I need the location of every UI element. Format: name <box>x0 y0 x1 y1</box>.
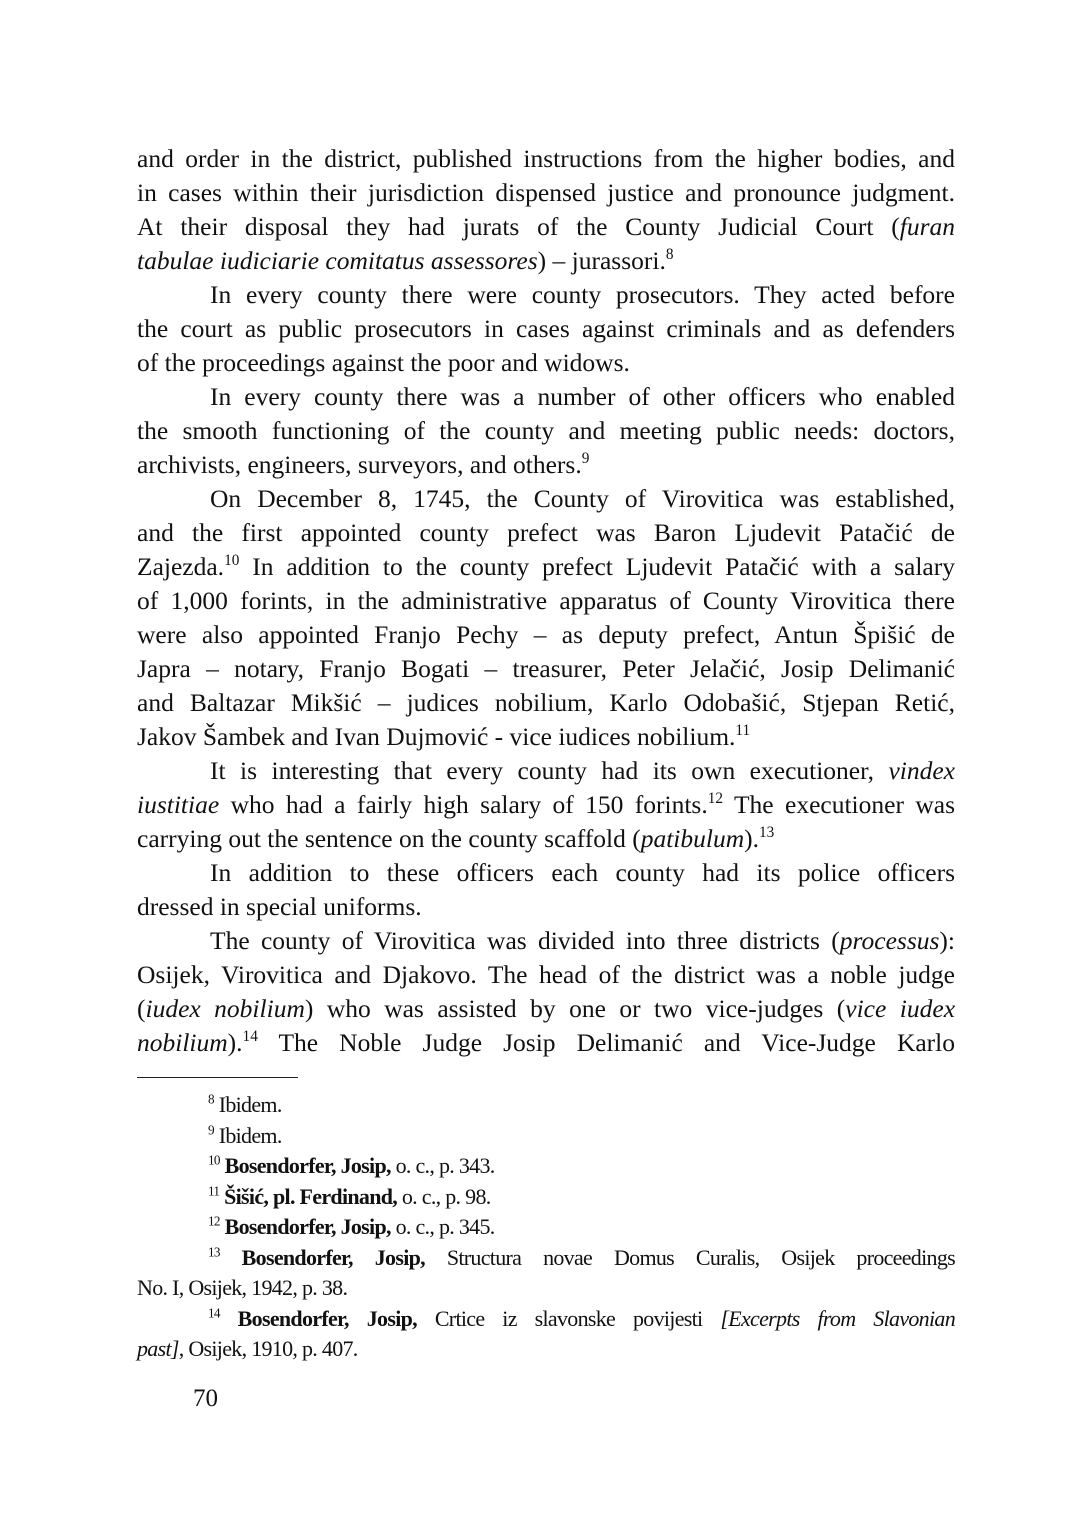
text: No. I, Osijek, 1942, p. 38. <box>137 1275 348 1300</box>
text-line <box>137 516 955 550</box>
text-line <box>137 856 955 890</box>
text-line <box>137 380 955 414</box>
footnote-line <box>137 1304 955 1335</box>
text-line <box>137 244 955 278</box>
footnote-ref: 12 <box>208 1213 220 1229</box>
text-line <box>137 992 955 1026</box>
text: o. c., p. 343. <box>390 1153 495 1178</box>
text: In every county there were county prosecutors. They acted before <box>210 280 955 309</box>
page-number: 70 <box>193 1385 218 1412</box>
text-line <box>137 176 955 210</box>
text: o. c., p. 345. <box>390 1214 495 1239</box>
text: ). <box>744 824 759 853</box>
text: ) – jurassori. <box>537 246 666 275</box>
author-name: Bosendorfer, Josip, <box>219 1305 417 1331</box>
text: Japra – notary, Franjo Bogati – treasurer, Peter Jelačić, Josip Delimanić <box>137 654 955 683</box>
footnote-ref: 9 <box>581 450 590 468</box>
footnote-line <box>137 1090 955 1121</box>
italic-text: furan <box>899 212 955 241</box>
text-line <box>137 278 955 312</box>
text: ). <box>227 1028 243 1057</box>
author-name: Bosendorfer, Josip, <box>219 1214 391 1239</box>
author-name: Bosendorfer, Josip, <box>219 1244 425 1270</box>
footnote-ref: 10 <box>224 552 240 570</box>
text-line <box>137 584 955 618</box>
text-line <box>137 312 955 346</box>
text: Ibidem. <box>213 1092 282 1117</box>
text-line <box>137 448 955 482</box>
text: At their disposal they had jurats of the County Judicial Court ( <box>137 212 900 241</box>
text: ( <box>137 994 146 1023</box>
footnote-ref: 9 <box>208 1121 214 1137</box>
text-line <box>137 210 955 244</box>
text-line <box>137 1026 955 1060</box>
text: the court as public prosecutors in cases against criminals and as defenders <box>137 314 955 343</box>
text-line <box>137 142 955 176</box>
text: and the first appointed county prefect was Baron Ljudevit Patačić de <box>137 518 955 547</box>
text: carrying out the sentence on the county scaffold ( <box>137 824 641 853</box>
text-line <box>137 618 955 652</box>
text: Osijek, Virovitica and Djakovo. The head of the district was a noble judge <box>137 960 955 989</box>
italic-text: vice iudex <box>845 994 956 1023</box>
footnote-line <box>137 1121 955 1152</box>
italic-text: past] <box>137 1336 179 1361</box>
text: On December 8, 1745, the County of Virovitica was established, <box>210 484 955 513</box>
text: Ibidem. <box>213 1122 282 1148</box>
footnote-ref: 8 <box>208 1091 214 1107</box>
text: dressed in special uniforms. <box>137 892 422 921</box>
text: The county of Virovitica was divided into three districts ( <box>210 926 840 955</box>
text: It is interesting that every county had its own executioner, <box>210 756 889 785</box>
author-name: Šišić, pl. Ferdinand, <box>219 1183 398 1209</box>
body-text <box>137 142 955 1060</box>
footnote-line <box>137 1151 955 1182</box>
text: of 1,000 forints, in the administrative apparatus of County Virovitica there <box>137 586 955 615</box>
text: ): <box>939 926 955 955</box>
footnote-ref: 11 <box>208 1182 220 1198</box>
footnote-line <box>137 1182 955 1213</box>
text: The Noble Judge Josip Delimanić and Vice-Judge Karlo <box>257 1028 955 1057</box>
italic-text: nobilium <box>137 1028 228 1057</box>
footnote-ref: 12 <box>707 790 724 808</box>
footnote-ref: 13 <box>758 824 775 842</box>
text-line <box>137 414 955 448</box>
text-line <box>137 754 955 788</box>
text-line <box>137 652 955 686</box>
italic-text: [Excerpts from Slavonian <box>720 1305 955 1331</box>
text: Jakov Šambek and Ivan Dujmović - vice iudices nobilium. <box>137 722 736 751</box>
text: , Osijek, 1910, p. 407. <box>178 1336 358 1361</box>
footnote-ref: 14 <box>208 1304 220 1320</box>
footnote-ref: 10 <box>208 1152 220 1168</box>
text: In every county there was a number of other officers who enabled <box>210 382 955 411</box>
text: archivists, engineers, surveyors, and others. <box>137 450 582 479</box>
italic-text: patibulum <box>640 824 745 853</box>
text-line <box>137 958 955 992</box>
footnotes <box>137 1090 955 1365</box>
text: in cases within their jurisdiction dispensed justice and pronounce judgment. <box>137 178 955 207</box>
text: o. c., p. 98. <box>397 1183 491 1209</box>
italic-text: processus <box>839 926 940 955</box>
footnote-line <box>137 1212 955 1243</box>
text: and Baltazar Mikšić – judices nobilium, Karlo Odobašić, Stjepan Retić, <box>137 688 955 717</box>
text: Crtice iz slavonske povijesti <box>416 1305 721 1331</box>
italic-text: tabulae iudiciarie comitatus assessores <box>137 246 538 275</box>
text-line <box>137 686 955 720</box>
text: were also appointed Franjo Pechy – as deputy prefect, Antun Špišić de <box>137 620 955 649</box>
footnote-line <box>137 1273 955 1304</box>
text-line <box>137 720 955 754</box>
text: In addition to the county prefect Ljudevit Patačić with a salary <box>239 552 955 581</box>
footnote-line <box>137 1334 955 1365</box>
footnote-separator <box>137 1077 298 1078</box>
text: Structura novae Domus Curalis, Osijek proceedings <box>424 1244 955 1270</box>
text-line <box>137 822 955 856</box>
italic-text: iudex nobilium <box>145 994 305 1023</box>
text: of the proceedings against the poor and widows. <box>137 348 630 377</box>
text-line <box>137 346 955 380</box>
text-line <box>137 482 955 516</box>
text: The executioner was <box>723 790 955 819</box>
text: the smooth functioning of the county and meeting public needs: doctors, <box>137 416 955 445</box>
author-name: Bosendorfer, Josip, <box>219 1153 391 1178</box>
text: ) who was assisted by one or two vice-judges ( <box>304 994 846 1023</box>
text: In addition to these officers each county had its police officers <box>210 858 955 887</box>
footnote-ref: 14 <box>242 1028 258 1046</box>
footnote-ref: 8 <box>665 246 674 264</box>
text-line <box>137 550 955 584</box>
italic-text: iustitiae <box>137 790 220 819</box>
text: and order in the district, published instructions from the higher bodies, and <box>137 144 955 173</box>
text: Zajezda. <box>137 552 225 581</box>
footnote-ref: 11 <box>735 722 751 740</box>
text-line <box>137 890 955 924</box>
footnote-ref: 13 <box>208 1243 220 1259</box>
italic-text: vindex <box>888 756 955 785</box>
text-line <box>137 788 955 822</box>
text-line <box>137 924 955 958</box>
text: who had a fairly high salary of 150 forints. <box>219 790 708 819</box>
footnote-line <box>137 1243 955 1274</box>
